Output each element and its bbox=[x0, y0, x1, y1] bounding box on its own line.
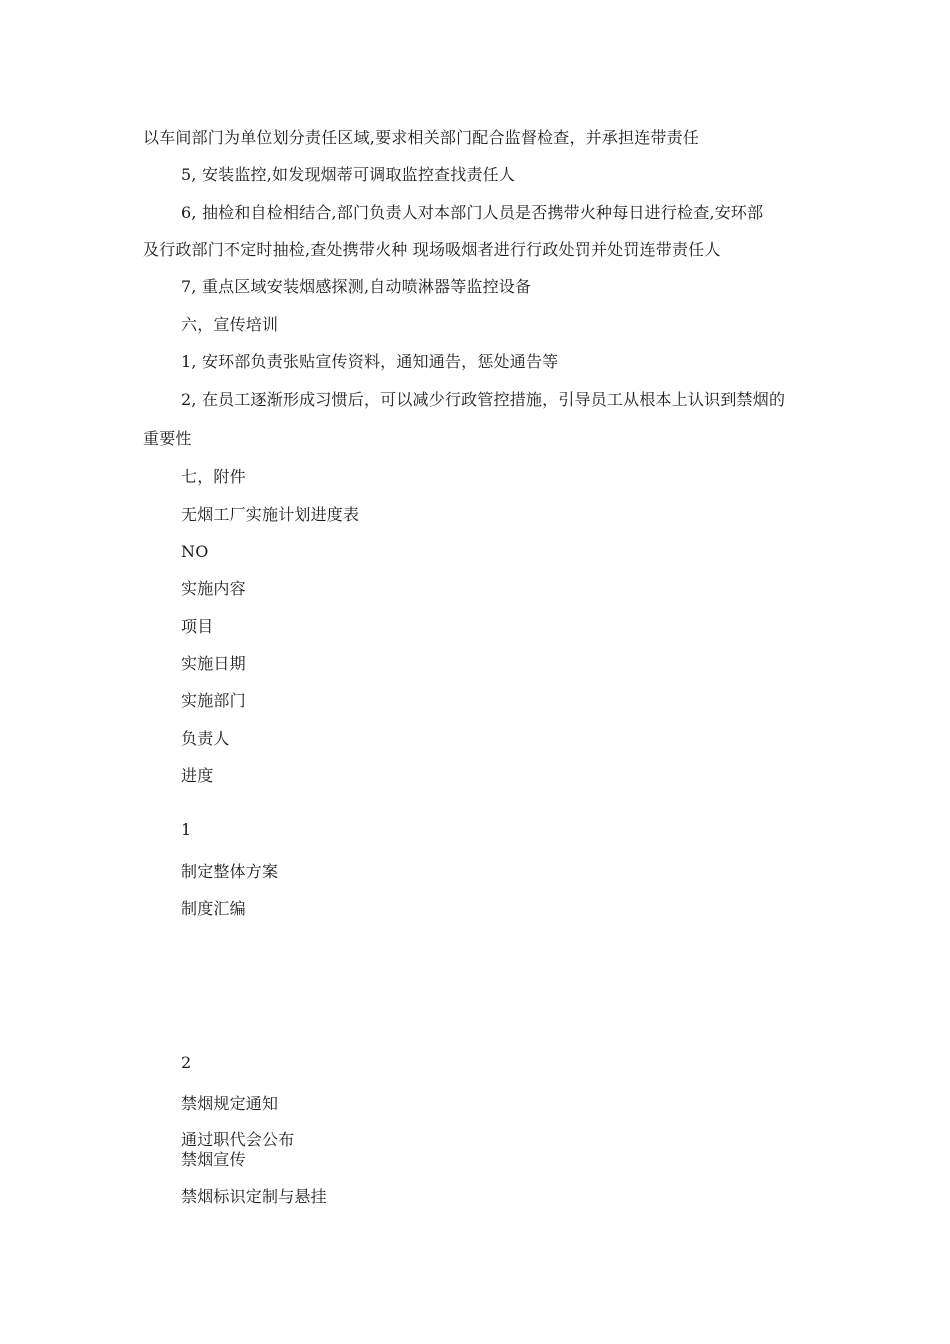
table-row-1-item: 制度汇编 bbox=[181, 899, 246, 918]
table-row-1-content: 制定整体方案 bbox=[181, 862, 279, 881]
table-header-department: 实施部门 bbox=[181, 691, 246, 710]
table-row-2-item-1: 通过职代会公布 bbox=[181, 1130, 295, 1149]
table-title: 无烟工厂实施计划进度表 bbox=[181, 505, 360, 524]
table-header-owner: 负责人 bbox=[181, 729, 230, 748]
table-row-2-content: 禁烟规定通知 bbox=[181, 1094, 279, 1113]
list-item-7: 7, 重点区域安装烟感探测,自动喷淋器等监控设备 bbox=[181, 277, 532, 296]
training-item-2-line2: 重要性 bbox=[143, 429, 192, 448]
table-row-2-item-2: 禁烟标识定制与悬挂 bbox=[181, 1187, 327, 1206]
list-item-5: 5, 安装监控,如发现烟蒂可调取监控查找责任人 bbox=[181, 165, 516, 184]
paragraph-responsibility-area: 以车间部门为单位划分责任区域,要求相关部门配合监督检查，并承担连带责任 bbox=[143, 128, 700, 147]
training-item-1: 1, 安环部负责张贴宣传资料，通知通告，惩处通告等 bbox=[181, 352, 559, 371]
table-header-no: NO bbox=[181, 542, 209, 561]
list-item-6-line1: 6, 抽检和自检相结合,部门负责人对本部门人员是否携带火种每日进行检查,安环部 bbox=[181, 203, 764, 222]
training-item-2-line1: 2, 在员工逐渐形成习惯后，可以减少行政管控措施，引导员工从根本上认识到禁烟的 bbox=[181, 390, 786, 409]
section-heading-publicity-training: 六，宣传培训 bbox=[181, 315, 279, 334]
table-header-item: 项目 bbox=[181, 617, 214, 636]
table-header-progress: 进度 bbox=[181, 766, 214, 785]
table-row-1-no: 1 bbox=[181, 820, 192, 839]
table-row-2-content-2: 禁烟宣传 bbox=[181, 1150, 246, 1169]
list-item-6-line2: 及行政部门不定时抽检,查处携带火种 现场吸烟者进行行政处罚并处罚连带责任人 bbox=[143, 240, 721, 259]
section-heading-attachment: 七，附件 bbox=[181, 467, 246, 486]
table-row-2-no: 2 bbox=[181, 1053, 192, 1072]
table-header-content: 实施内容 bbox=[181, 579, 246, 598]
table-header-date: 实施日期 bbox=[181, 654, 246, 673]
